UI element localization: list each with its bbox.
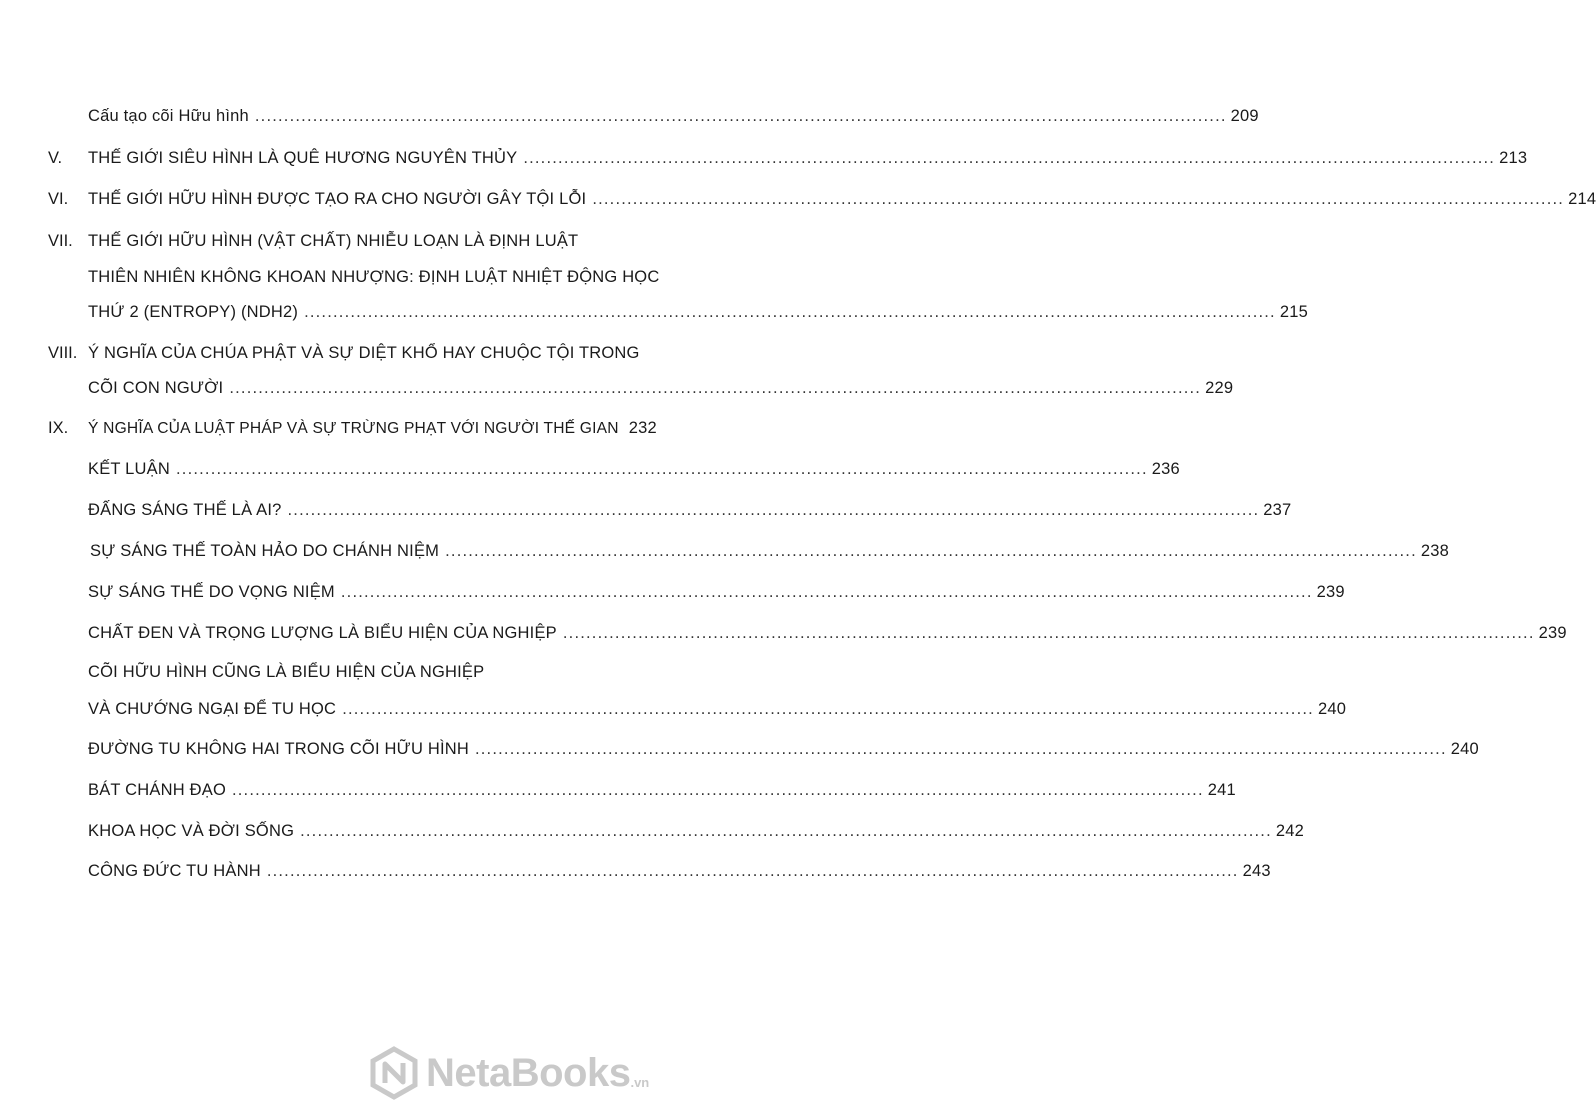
toc-entry: [88, 624, 1567, 643]
toc-leader-dots: ........................................................................................................................................................................: [445, 542, 1417, 560]
toc-leader-dots: ........................................................................................................................................................................: [562, 624, 1535, 642]
toc-entry: [88, 379, 1234, 398]
toc-entry-title: CHẤT ĐEN VÀ TRỌNG LƯỢNG LÀ BIỂU HIỆN CỦA NGHIỆP: [88, 624, 557, 642]
toc-entry: [88, 460, 1180, 479]
toc-entry-number: V.: [48, 149, 63, 167]
toc-entry-title: KHOA HỌC VÀ ĐỜI SỐNG: [88, 822, 295, 840]
toc-entry-title: Cấu tạo cõi Hữu hình: [88, 107, 249, 125]
toc-page-number: 237: [1263, 501, 1292, 519]
toc-leader-dots: ........................................................................................................................................................................: [523, 149, 1496, 167]
toc-entry: [88, 501, 1292, 520]
watermark-brand: NetaBooks: [426, 1050, 631, 1095]
toc-entry-title: ĐẤNG SÁNG THẾ LÀ AI?: [88, 501, 282, 519]
toc-leader-dots: ........................................................................................................................................................................: [266, 862, 1239, 880]
toc-page-number: 240: [1450, 740, 1479, 758]
toc-entry-number: VII.: [48, 232, 73, 250]
toc-entry-title: THỨ 2 (ENTROPY) (NDH2): [88, 303, 299, 321]
toc-entry-title: SỰ SÁNG THẾ TOÀN HẢO DO CHÁNH NIỆM: [90, 542, 440, 560]
toc-page-number: 215: [1279, 303, 1308, 321]
netabooks-watermark: [368, 1046, 688, 1100]
toc-entry-title: CÔNG ĐỨC TU HÀNH: [88, 862, 261, 880]
toc-page-number: 209: [1230, 107, 1259, 125]
toc-leader-dots: ........................................................................................................................................................................: [592, 190, 1565, 208]
toc-entry-title-line: THIÊN NHIÊN KHÔNG KHOAN NHƯỢNG: ĐỊNH LUẬT NHIỆT ĐỘNG HỌC: [88, 268, 660, 286]
toc-entry: [88, 700, 1347, 719]
toc-leader-dots: ........................................................................................................................................................................: [342, 700, 1314, 718]
toc-page-number: 239: [1316, 583, 1345, 601]
toc-page-number: 239: [1538, 624, 1567, 642]
toc-leader-dots: ........................................................................................................................................................................: [287, 501, 1260, 519]
toc-entry-title-line: CÕI HỮU HÌNH CŨNG LÀ BIỂU HIỆN CỦA NGHIỆP: [88, 663, 485, 681]
toc-page-number: 236: [1151, 460, 1180, 478]
toc-page-number: 213: [1499, 149, 1528, 167]
toc-entry-number: VIII.: [48, 344, 78, 362]
watermark-suffix: .vn: [630, 1075, 650, 1090]
toc-entry-title-line: THẾ GIỚI HỮU HÌNH (VẬT CHẤT) NHIỄU LOẠN LÀ ĐỊNH LUẬT: [88, 232, 579, 250]
toc-entry-title: SỰ SÁNG THẾ DO VỌNG NIỆM: [88, 583, 335, 601]
toc-leader-dots: ........................................................................................................................................................................: [254, 107, 1227, 125]
toc-page-number: 241: [1207, 781, 1236, 799]
toc-entry: [90, 542, 1450, 561]
toc-entry: [88, 190, 1596, 209]
toc-entry-number: IX.: [48, 419, 69, 437]
toc-entry-title: THẾ GIỚI HỮU HÌNH ĐƯỢC TẠO RA CHO NGƯỜI GÂY TỘI LỖI: [88, 190, 587, 208]
toc-leader-dots: ........................................................................................................................................................................: [229, 379, 1202, 397]
toc-leader-dots: ........................................................................................................................................................................: [231, 781, 1204, 799]
toc-entry: [88, 583, 1345, 602]
toc-leader-dots: ........................................................................................................................................................................: [176, 460, 1148, 478]
toc-entry-title: ĐƯỜNG TU KHÔNG HAI TRONG CÕI HỮU HÌNH: [88, 740, 469, 758]
toc-entry-title: BÁT CHÁNH ĐẠO: [88, 781, 226, 799]
toc-leader-dots: ........................................................................................................................................................................: [340, 583, 1313, 601]
toc-entry: [88, 740, 1479, 759]
toc-entry-number: VI.: [48, 190, 69, 208]
toc-entry-title-line: Ý NGHĨA CỦA CHÚA PHẬT VÀ SỰ DIỆT KHỔ HAY CHUỘC TỘI TRONG: [88, 344, 640, 362]
toc-page-number: 243: [1242, 862, 1271, 880]
toc-entry: [88, 781, 1236, 800]
toc-entry: [88, 862, 1271, 881]
toc-page-number: 232: [628, 419, 657, 437]
toc-page-number: 240: [1317, 700, 1347, 718]
toc-entry-title: THẾ GIỚI SIÊU HÌNH LÀ QUÊ HƯƠNG NGUYÊN THỦY: [88, 149, 518, 167]
toc-page-number: 214: [1568, 190, 1596, 208]
toc-entry: [88, 419, 656, 438]
toc-leader-dots: ........................................................................................................................................................................: [474, 740, 1447, 758]
toc-leader-dots: ........................................................................................................................................................................: [304, 303, 1276, 321]
toc-entry-title: VÀ CHƯỚNG NGẠI ĐỂ TU HỌC: [88, 700, 337, 718]
toc-entry: [88, 822, 1304, 841]
netabooks-n-logo-icon: [368, 1047, 420, 1099]
toc-page-number: 238: [1420, 542, 1450, 560]
toc-entry-title: Ý NGHĨA CỦA LUẬT PHÁP VÀ SỰ TRỪNG PHẠT VỚI NGƯỜI THẾ GIAN: [88, 420, 619, 437]
toc-entry: [88, 303, 1308, 322]
toc-entry-title: KẾT LUẬN: [88, 460, 170, 478]
toc-entry-title: CÕI CON NGƯỜI: [88, 379, 224, 397]
toc-page-number: 229: [1205, 379, 1234, 397]
toc-entry: [88, 107, 1259, 126]
toc-leader-dots: ........................................................................................................................................................................: [300, 822, 1272, 840]
toc-page-number: 242: [1275, 822, 1304, 840]
toc-entry: [88, 149, 1528, 168]
